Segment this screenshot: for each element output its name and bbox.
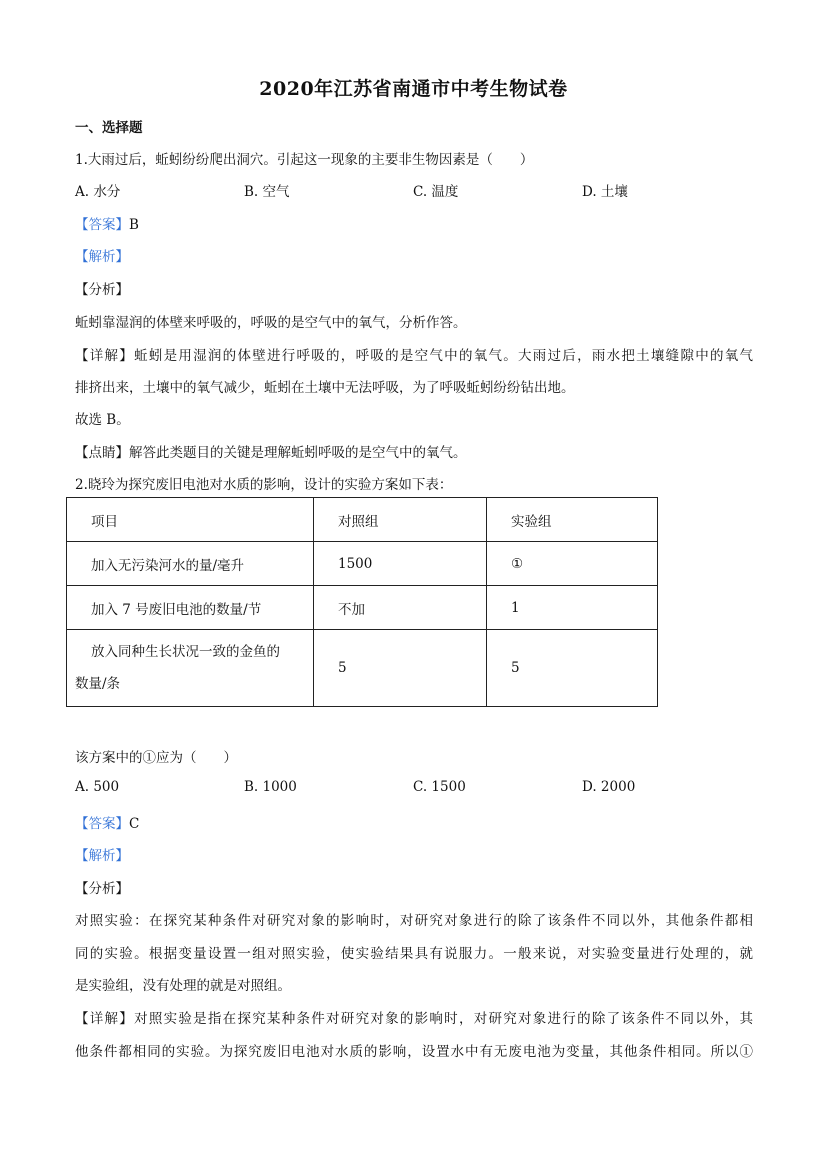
table-header-cell: 对照组 xyxy=(314,498,487,542)
answer-tag: 【答案】 xyxy=(75,217,129,233)
q1-choice: 故选 B。 xyxy=(75,412,130,428)
table-row xyxy=(67,586,658,630)
detail-text: 对照实验是指在探究某种条件对研究对象的影响时，对研究对象进行的除了该条件不同以外，其 xyxy=(134,1011,754,1027)
table-cell: 加入 7 号废旧电池的数量/节 xyxy=(67,586,314,630)
q2-option-b: B. 1000 xyxy=(244,779,297,795)
detail-text: 蚯蚓是用湿润的体壁进行呼吸的，呼吸的是空气中的氧气。大雨过后，雨水把土壤缝隙中的氧气 xyxy=(134,348,754,364)
q2-answer xyxy=(75,812,139,832)
page-title: 2020年江苏省南通市中考生物试卷 xyxy=(259,78,568,100)
q1-detail-line-1 xyxy=(75,344,753,364)
q2-fenxi-tag: 【分析】 xyxy=(75,881,129,897)
table-cell-line: 放入同种生长状况一致的金鱼的 xyxy=(91,644,280,660)
q1-stem: 1.大雨过后，蚯蚓纷纷爬出洞穴。引起这一现象的主要非生物因素是（ ） xyxy=(75,152,534,168)
answer-tag: 【答案】 xyxy=(75,816,129,832)
table-cell: 1 xyxy=(487,586,658,630)
table-cell: 1500 xyxy=(314,542,487,586)
table-row xyxy=(67,542,658,586)
q2-fenxi-line-1: 对照实验：在探究某种条件对研究对象的影响时，对研究对象进行的除了该条件不同以外，其他条件都相 xyxy=(75,913,753,929)
q2-option-a: A. 500 xyxy=(75,779,120,795)
q1-analysis-tag: 【解析】 xyxy=(75,249,129,265)
q2-detail-line-2: 他条件都相同的实验。为探究废旧电池对水质的影响，设置水中有无废电池为变量，其他条件相同。所以① xyxy=(75,1044,753,1060)
detail-tag: 【详解】 xyxy=(75,348,135,364)
table-cell: 加入无污染河水的量/毫升 xyxy=(67,542,314,586)
q2-analysis-tag: 【解析】 xyxy=(75,848,129,864)
q1-option-a: A. 水分 xyxy=(75,184,121,200)
detail-tag: 【详解】 xyxy=(75,1011,135,1027)
q2-option-c: C. 1500 xyxy=(413,779,466,795)
q2-detail-line-1 xyxy=(75,1007,753,1027)
table-cell: 5 xyxy=(487,630,658,707)
table-header-cell: 项目 xyxy=(67,498,314,542)
experiment-table xyxy=(66,497,658,707)
q2-fenxi-line-3: 是实验组，没有处理的就是对照组。 xyxy=(75,978,291,994)
q1-option-d: D. 土壤 xyxy=(582,184,628,200)
q2-question: 该方案中的①应为（ ） xyxy=(75,750,237,766)
q1-answer xyxy=(75,213,139,233)
answer-value: C xyxy=(129,816,140,832)
table-cell: 不加 xyxy=(314,586,487,630)
answer-value: B xyxy=(129,217,139,233)
q1-option-c: C. 温度 xyxy=(413,184,459,200)
table-cell xyxy=(67,630,314,707)
table-cell: 5 xyxy=(314,630,487,707)
q1-fenxi-tag: 【分析】 xyxy=(75,282,129,298)
q2-stem: 2.晓玲为探究废旧电池对水质的影响，设计的实验方案如下表： xyxy=(75,477,453,493)
q1-point xyxy=(75,441,467,461)
q1-fenxi-text: 蚯蚓靠湿润的体壁来呼吸的，呼吸的是空气中的氧气，分析作答。 xyxy=(75,315,467,331)
table-header-cell: 实验组 xyxy=(487,498,658,542)
q1-option-b: B. 空气 xyxy=(244,184,290,200)
section-heading: 一、选择题 xyxy=(75,120,143,136)
point-text: 解答此类题目的关键是理解蚯蚓呼吸的是空气中的氧气。 xyxy=(129,445,467,461)
table-cell-line: 数量/条 xyxy=(75,676,121,692)
point-tag: 【点睛】 xyxy=(75,445,129,461)
table-header-row xyxy=(67,498,658,542)
q2-option-d: D. 2000 xyxy=(582,779,636,795)
table-row xyxy=(67,630,658,707)
q1-detail-line-2: 排挤出来，土壤中的氧气减少，蚯蚓在土壤中无法呼吸，为了呼吸蚯蚓纷纷钻出地。 xyxy=(75,380,575,396)
q2-fenxi-line-2: 同的实验。根据变量设置一组对照实验，使实验结果具有说服力。一般来说，对实验变量进行处理的，就 xyxy=(75,946,753,962)
table-cell: ① xyxy=(487,542,658,586)
